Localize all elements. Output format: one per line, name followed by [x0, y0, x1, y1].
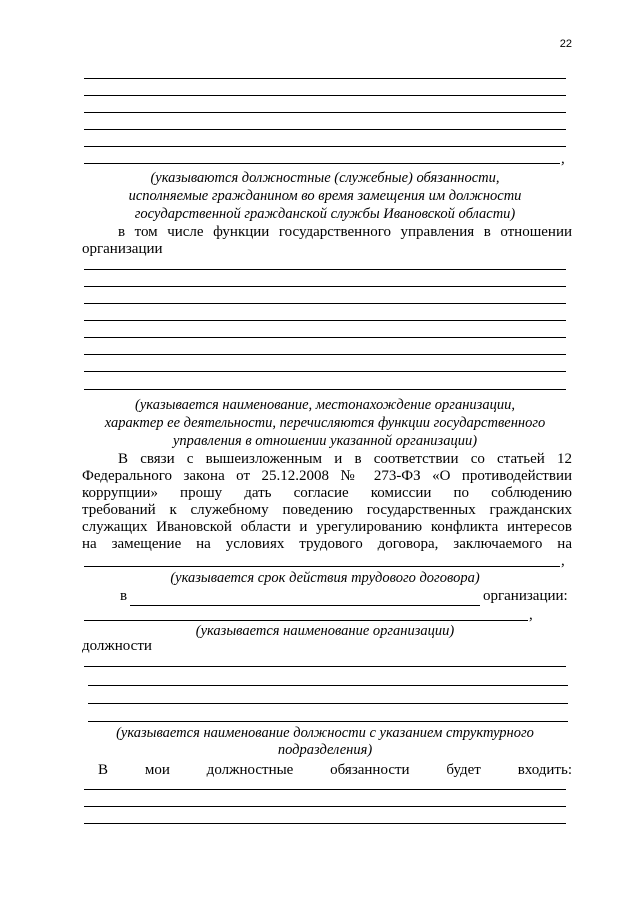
blank-line — [84, 320, 566, 321]
blank-line — [84, 95, 566, 96]
line-comma: , — [561, 151, 565, 167]
caption-duties-3: государственной гражданской службы Ивановской области) — [134, 206, 516, 222]
main-text-line-3: коррупции» прошу дать согласие комиссии по соблюдению — [82, 485, 572, 501]
caption-duties-2: исполняемые гражданином во время замещения им должности — [128, 188, 522, 204]
blank-line — [84, 566, 560, 567]
line-comma: , — [561, 553, 565, 569]
caption-position-1: (указывается наименование должности с указанием структурного — [116, 725, 534, 741]
caption-organization-2: характер ее деятельности, перечисляются функции государственного — [104, 415, 546, 431]
blank-line — [84, 789, 566, 790]
main-text-line-4: требований к служебному поведению государственных гражданских — [82, 502, 572, 518]
main-text-line-1: В связи с вышеизложенным и в соответствии со статьей 12 — [118, 451, 572, 467]
blank-line — [84, 269, 566, 270]
blank-line — [88, 721, 568, 722]
caption-organization-1: (указывается наименование, местонахождение организации, — [135, 397, 515, 413]
main-text-line-6: на замещение на условиях трудового договора, заключаемого на — [82, 536, 572, 552]
blank-line — [84, 146, 566, 147]
duties-text-line: В мои должностные обязанности будет входить: — [98, 762, 572, 778]
blank-line — [84, 371, 566, 372]
caption-organization-3: управления в отношении указанной организации) — [172, 433, 478, 449]
caption-duties-1: (указываются должностные (служебные) обязанности, — [150, 170, 500, 186]
blank-line — [84, 337, 566, 338]
main-text-line-5: служащих Ивановской области и урегулированию конфликта интересов — [82, 519, 572, 535]
blank-line — [88, 703, 568, 704]
blank-line — [84, 354, 566, 355]
organization-label: организации: — [483, 588, 568, 604]
blank-line — [84, 666, 566, 667]
blank-line — [88, 685, 568, 686]
main-text-line-2: Федерального закона от 25.12.2008 № 273-ФЗ «О противодействии — [82, 468, 572, 484]
position-label: должности — [82, 638, 152, 654]
blank-line — [84, 78, 566, 79]
blank-line — [84, 286, 566, 287]
blank-line — [84, 129, 566, 130]
blank-line — [84, 620, 528, 621]
blank-line — [130, 605, 480, 606]
in-label: в — [120, 588, 128, 604]
blank-line — [84, 389, 566, 390]
caption-org-name: (указывается наименование организации) — [195, 623, 455, 639]
functions-text-line-2: организации — [82, 241, 163, 257]
blank-line — [84, 163, 560, 164]
caption-contract-term: (указывается срок действия трудового договора) — [170, 570, 480, 586]
blank-line — [84, 303, 566, 304]
functions-text-line-1: в том числе функции государственного управления в отношении — [118, 224, 572, 240]
caption-position-2: подразделения) — [277, 742, 373, 758]
blank-line — [84, 823, 566, 824]
blank-line — [84, 806, 566, 807]
page-number: 22 — [559, 38, 572, 50]
blank-line — [84, 112, 566, 113]
line-comma: , — [529, 607, 533, 623]
